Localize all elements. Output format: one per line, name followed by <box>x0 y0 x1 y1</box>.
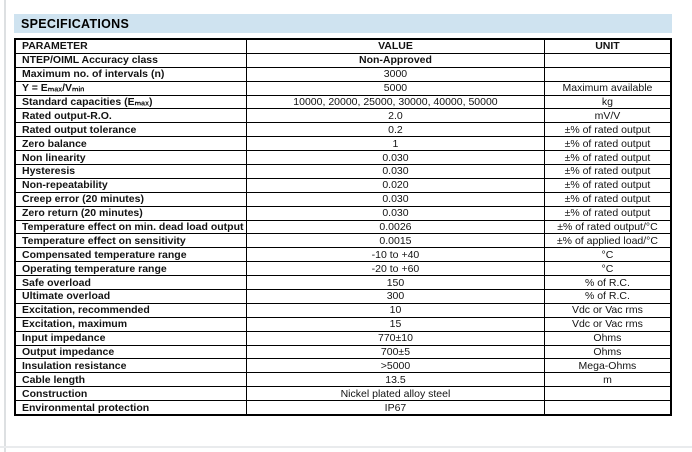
table-row <box>15 178 671 192</box>
unit-cell: ±% of rated output <box>544 206 671 220</box>
table-header-row <box>15 39 671 53</box>
table-row <box>15 234 671 248</box>
parameter-cell: Operating temperature range <box>15 262 247 276</box>
unit-cell: ±% of rated output <box>544 151 671 165</box>
table-row <box>15 192 671 206</box>
value-cell: 1 <box>247 137 545 151</box>
value-cell: 0.030 <box>247 192 545 206</box>
parameter-cell: Safe overload <box>15 276 247 290</box>
unit-cell: Maximum available <box>544 81 671 95</box>
parameter-cell: Excitation, recommended <box>15 303 247 317</box>
value-cell: -20 to +60 <box>247 262 545 276</box>
value-cell: >5000 <box>247 359 545 373</box>
unit-cell: ±% of rated output <box>544 123 671 137</box>
table-row <box>15 123 671 137</box>
unit-cell: Mega-Ohms <box>544 359 671 373</box>
table-row <box>15 206 671 220</box>
table-row <box>15 109 671 123</box>
table-row <box>15 151 671 165</box>
parameter-cell: Excitation, maximum <box>15 317 247 331</box>
column-header-value: VALUE <box>247 39 545 53</box>
unit-cell: Ohms <box>544 331 671 345</box>
unit-cell: ±% of rated output <box>544 137 671 151</box>
section-title: SPECIFICATIONS <box>21 16 130 31</box>
table-body <box>15 53 671 415</box>
parameter-cell: Maximum no. of intervals (n) <box>15 67 247 81</box>
parameter-cell: Cable length <box>15 373 247 387</box>
value-cell: 10 <box>247 303 545 317</box>
parameter-cell: Ultimate overload <box>15 290 247 304</box>
unit-cell: °C <box>544 248 671 262</box>
column-header-unit: UNIT <box>544 39 671 53</box>
table-row <box>15 67 671 81</box>
parameter-cell: Zero return (20 minutes) <box>15 206 247 220</box>
column-header-parameter: PARAMETER <box>15 39 247 53</box>
value-cell: 10000, 20000, 25000, 30000, 40000, 50000 <box>247 95 545 109</box>
value-cell: 2.0 <box>247 109 545 123</box>
value-cell: 0.030 <box>247 206 545 220</box>
table-row <box>15 95 671 109</box>
parameter-cell: Insulation resistance <box>15 359 247 373</box>
table-row <box>15 387 671 401</box>
unit-cell: Vdc or Vac rms <box>544 303 671 317</box>
value-cell: 0.0026 <box>247 220 545 234</box>
parameter-cell: Zero balance <box>15 137 247 151</box>
unit-cell: ±% of rated output <box>544 192 671 206</box>
unit-cell <box>544 387 671 401</box>
unit-cell: ±% of rated output <box>544 178 671 192</box>
value-cell: Non-Approved <box>247 53 545 67</box>
parameter-cell: Standard capacities (Eₘₐₓ) <box>15 95 247 109</box>
parameter-cell: NTEP/OIML Accuracy class <box>15 53 247 67</box>
unit-cell: mV/V <box>544 109 671 123</box>
value-cell: 150 <box>247 276 545 290</box>
value-cell: Nickel plated alloy steel <box>247 387 545 401</box>
value-cell: 0.020 <box>247 178 545 192</box>
unit-cell: ±% of applied load/°C <box>544 234 671 248</box>
unit-cell: Vdc or Vac rms <box>544 317 671 331</box>
table-row <box>15 303 671 317</box>
value-cell: 700±5 <box>247 345 545 359</box>
parameter-cell: Construction <box>15 387 247 401</box>
value-cell: -10 to +40 <box>247 248 545 262</box>
value-cell: 13.5 <box>247 373 545 387</box>
table-row <box>15 81 671 95</box>
unit-cell <box>544 401 671 415</box>
parameter-cell: Y = Eₘₐₓ/Vₘᵢₙ <box>15 81 247 95</box>
value-cell: 300 <box>247 290 545 304</box>
table-row <box>15 248 671 262</box>
parameter-cell: Non linearity <box>15 151 247 165</box>
specifications-table <box>14 38 672 416</box>
table-row <box>15 373 671 387</box>
unit-cell: m <box>544 373 671 387</box>
parameter-cell: Hysteresis <box>15 165 247 179</box>
table-row <box>15 220 671 234</box>
parameter-cell: Creep error (20 minutes) <box>15 192 247 206</box>
parameter-cell: Compensated temperature range <box>15 248 247 262</box>
unit-cell: ±% of rated output/°C <box>544 220 671 234</box>
unit-cell: °C <box>544 262 671 276</box>
parameter-cell: Output impedance <box>15 345 247 359</box>
table-row <box>15 53 671 67</box>
table-row <box>15 317 671 331</box>
parameter-cell: Non-repeatability <box>15 178 247 192</box>
value-cell: 0.030 <box>247 165 545 179</box>
unit-cell: % of R.C. <box>544 276 671 290</box>
page-edge-bottom <box>0 446 692 448</box>
parameter-cell: Environmental protection <box>15 401 247 415</box>
table-row <box>15 165 671 179</box>
value-cell: 0.030 <box>247 151 545 165</box>
table-row <box>15 359 671 373</box>
table-row <box>15 331 671 345</box>
unit-cell: % of R.C. <box>544 290 671 304</box>
parameter-cell: Rated output-R.O. <box>15 109 247 123</box>
parameter-cell: Rated output tolerance <box>15 123 247 137</box>
value-cell: 0.2 <box>247 123 545 137</box>
value-cell: 770±10 <box>247 331 545 345</box>
table-row <box>15 290 671 304</box>
page-edge-left <box>4 0 6 452</box>
table-row <box>15 137 671 151</box>
table-row <box>15 276 671 290</box>
table-row <box>15 401 671 415</box>
table-row <box>15 345 671 359</box>
table-row <box>15 262 671 276</box>
value-cell: IP67 <box>247 401 545 415</box>
section-title-banner <box>14 14 672 33</box>
unit-cell: kg <box>544 95 671 109</box>
value-cell: 0.0015 <box>247 234 545 248</box>
unit-cell: Ohms <box>544 345 671 359</box>
unit-cell <box>544 67 671 81</box>
value-cell: 3000 <box>247 67 545 81</box>
value-cell: 15 <box>247 317 545 331</box>
parameter-cell: Temperature effect on min. dead load output <box>15 220 247 234</box>
parameter-cell: Input impedance <box>15 331 247 345</box>
value-cell: 5000 <box>247 81 545 95</box>
unit-cell <box>544 53 671 67</box>
parameter-cell: Temperature effect on sensitivity <box>15 234 247 248</box>
unit-cell: ±% of rated output <box>544 165 671 179</box>
